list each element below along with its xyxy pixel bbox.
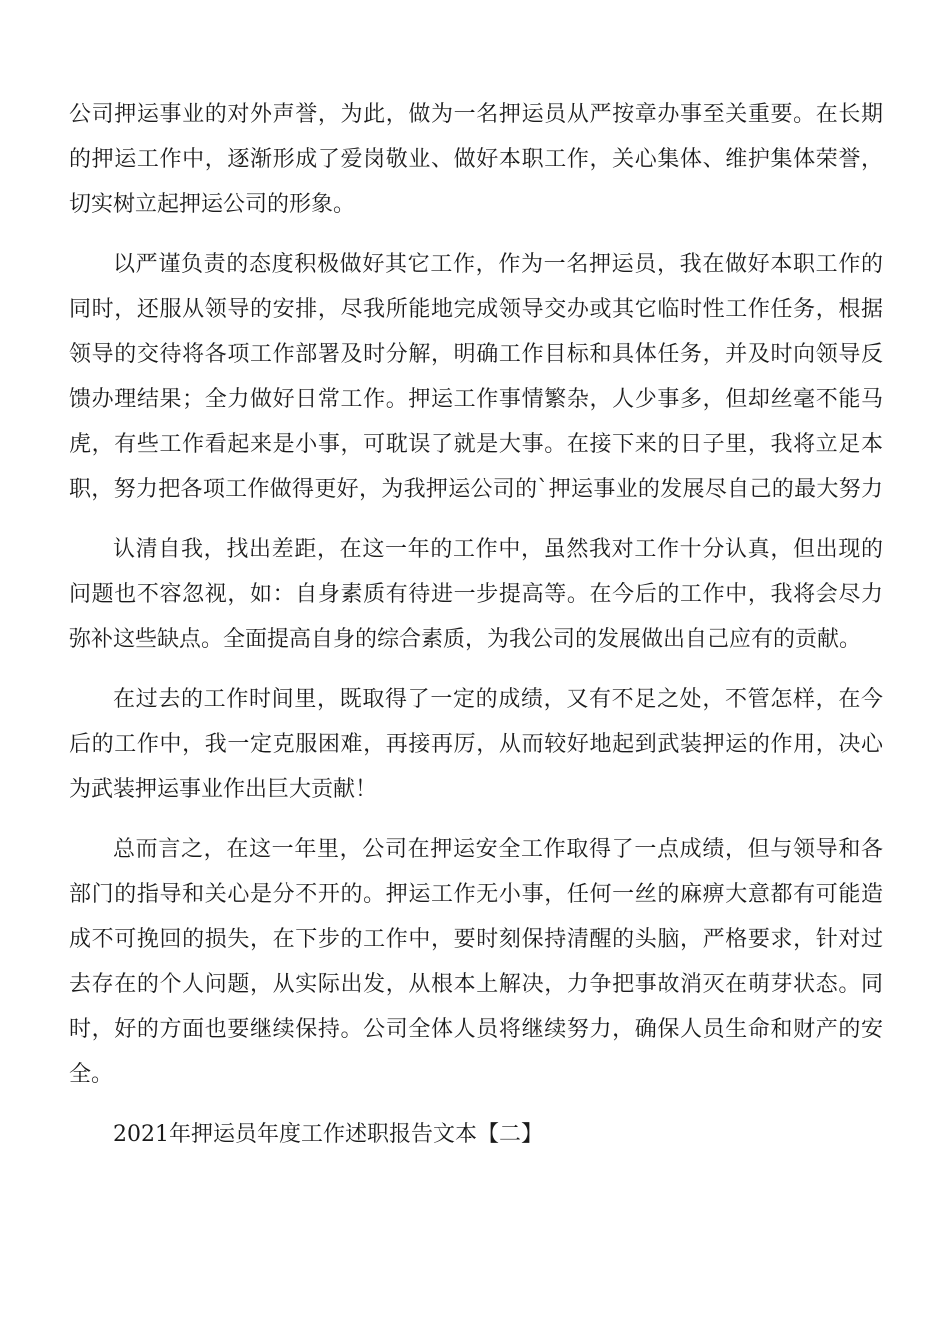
paragraph-line: 馈办理结果；全力做好日常工作。押运工作事情繁杂，人少事多，但却丝毫不能马 [69, 387, 883, 412]
paragraph-5 [69, 827, 883, 1097]
paragraph-line: 总而言之，在这一年里，公司在押运安全工作取得了一点成绩，但与领导和各 [113, 837, 883, 862]
paragraph-line: 切实树立起押运公司的形象。 [69, 192, 356, 217]
paragraph-line: 问题也不容忽视，如：自身素质有待进一步提高等。在今后的工作中，我将会尽力 [69, 582, 883, 607]
paragraph-line: 部门的指导和关心是分不开的。押运工作无小事，任何一丝的麻痹大意都有可能造 [69, 882, 883, 907]
document-body [69, 92, 883, 1157]
paragraph-line: 领导的交待将各项工作部署及时分解，明确工作目标和具体任务，并及时向领导反 [69, 342, 883, 367]
paragraph-line: 在过去的工作时间里，既取得了一定的成绩，又有不足之处，不管怎样，在今 [113, 687, 883, 712]
paragraph-line: 认清自我，找出差距，在这一年的工作中，虽然我对工作十分认真，但出现的 [113, 537, 883, 562]
section-heading-text: 2021年押运员年度工作述职报告文本【二】 [113, 1122, 543, 1147]
paragraph-line: 时，好的方面也要继续保持。公司全体人员将继续努力，确保人员生命和财产的安 [69, 1017, 883, 1042]
paragraph-line: 成不可挽回的损失，在下步的工作中，要时刻保持清醒的头脑，严格要求，针对过 [69, 927, 883, 952]
paragraph-1 [69, 92, 883, 227]
paragraph-4 [69, 677, 883, 812]
paragraph-line: 为武装押运事业作出巨大贡献！ [69, 777, 378, 802]
paragraph-line: 虎，有些工作看起来是小事，可耽误了就是大事。在接下来的日子里，我将立足本 [69, 432, 883, 457]
paragraph-line: 以严谨负责的态度积极做好其它工作，作为一名押运员，我在做好本职工作的 [113, 252, 883, 277]
paragraph-line: 后的工作中，我一定克服困难，再接再厉，从而较好地起到武装押运的作用，决心 [69, 732, 883, 757]
paragraph-line: 职，努力把各项工作做得更好，为我押运公司的`押运事业的发展尽自己的最大努力 [69, 477, 883, 502]
paragraph-line: 公司押运事业的对外声誉，为此，做为一名押运员从严按章办事至关重要。在长期 [69, 102, 883, 127]
paragraph-line: 去存在的个人问题，从实际出发，从根本上解决，力争把事故消灭在萌芽状态。同 [69, 972, 883, 997]
paragraph-line: 同时，还服从领导的安排，尽我所能地完成领导交办或其它临时性工作任务，根据 [69, 297, 883, 322]
paragraph-line: 弥补这些缺点。全面提高自身的综合素质，为我公司的发展做出自己应有的贡献。 [69, 627, 862, 652]
paragraph-line: 的押运工作中，逐渐形成了爱岗敬业、做好本职工作，关心集体、维护集体荣誉， [69, 147, 883, 172]
section-heading [69, 1112, 883, 1157]
paragraph-3 [69, 527, 883, 662]
paragraph-line: 全。 [69, 1062, 114, 1087]
paragraph-2 [69, 242, 883, 512]
